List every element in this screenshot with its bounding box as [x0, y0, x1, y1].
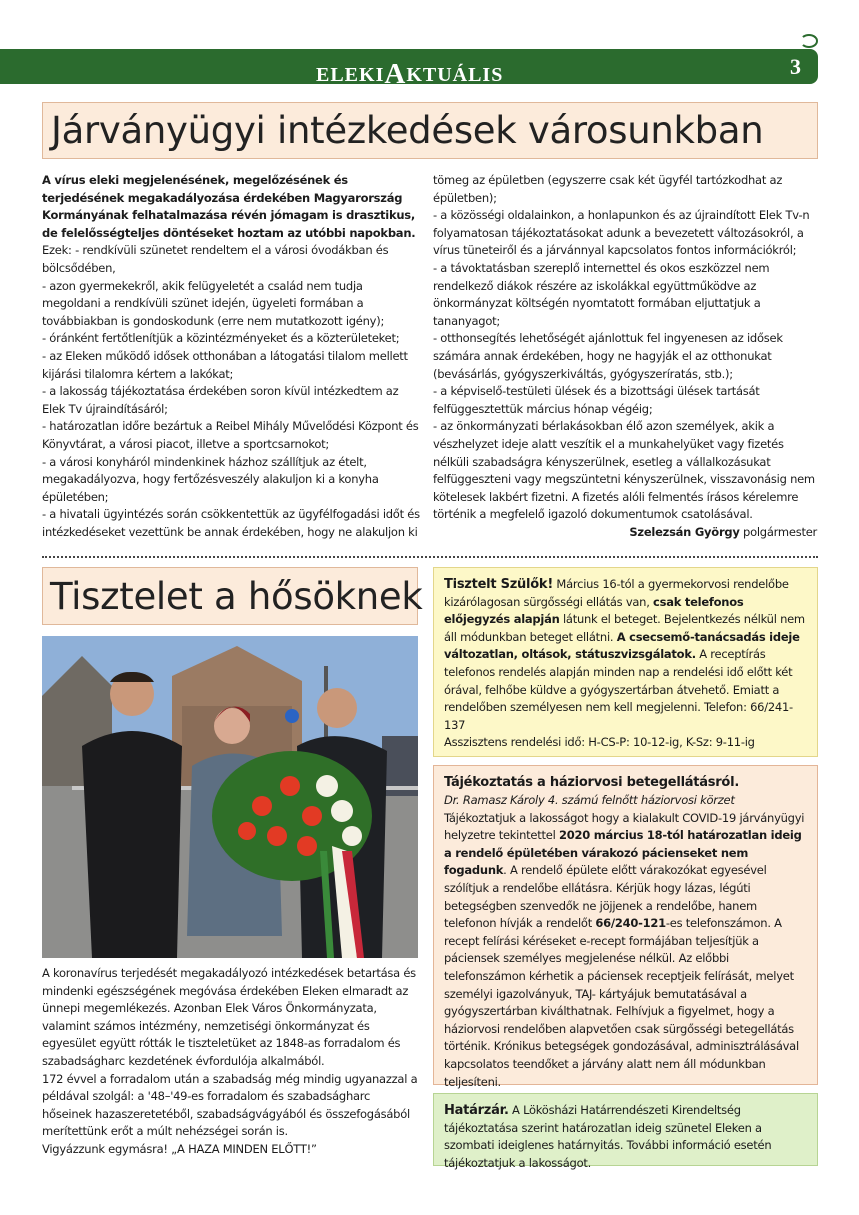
notice-box-parents: Tisztelt Szülők! Március 16-tól a gyermekorvosi rendelőbe kizárólagosan sürgősségi ellátás van, csak telefonos előjegyzés alapján látunk el beteget. Bejelentkezés nélkül nem áll módunkban beteget ellátni. A csecsemő-tanácsadás ideje változatlan, oltások, státuszvizsgálatok. A receptírás telefonos rendelés alapján minden nap a rendelési idő előtt két órával, felhőbe küldve a gyógyszertárban átvehető. Emiatt a rendelőben személyesen nem kell megjelenni. Telefon: 66/241-137 Asszisztens rendelési idő: H-CS-P: 10-12-ig, K-Sz: 9-11-ig	[433, 567, 818, 757]
article-column-left	[42, 172, 424, 541]
page-number: 3	[790, 54, 801, 79]
notice-heading: Határzár.	[444, 1103, 509, 1118]
article-paragraph: - határozatlan időre bezártuk a Reibel Mihály Művelődési Központ és Könyvtárat, a városi piacot, illetve a sportcsarnokot;	[42, 419, 419, 451]
article-paragraph: - otthonsegítés lehetőségét ajánlottuk fel ingyenesen az idősek számára annak érdekében, hogy ne hagyják el az otthonukat (bevásárlás, gyógyszerkiváltás, gyógyszeríratás, stb.);	[433, 331, 783, 381]
memorial-photo	[42, 636, 418, 958]
memorial-photo-illustration	[42, 636, 418, 958]
article-paragraph: Ezek: - rendkívüli szünetet rendeltem el a városi óvodákban és bölcsődében,	[42, 243, 389, 275]
notice-box-border: Határzár. A Lökösházi Határrendészeti Kirendeltség tájékoztatása szerint határozatlan ideig szünetel Eleken a szombati ideiglenes határnyitás. További információ esetén tájékoztatjuk a lakosságot.	[433, 1093, 818, 1166]
assistant-hours: Asszisztens rendelési idő: H-CS-P: 10-12-ig, K-Sz: 9-11-ig	[444, 735, 755, 750]
article-paragraph: A koronavírus terjedését megakadályozó intézkedések betartása és mindenki egészségének megóvása érdekében Eleken elmaradt az ünnepi megemlékezés. Azonban Elek Város Önkormányzata, valamint számos intézmény, nemzetiségi önkormányzat és egyesület együtt rótták le tiszteletüket az 1848-as forradalom és szabadságharc kezdetének évfordulója alkalmából.	[42, 966, 416, 1068]
signature-role: polgármester	[739, 524, 817, 539]
article-paragraph: - azon gyermekekről, akik felügyeletét a család nem tudja megoldani a rendkívüli szünet idején, ügyeleti formában a továbbiakban is gondoskodunk (erre nem mutatkozott igény);	[42, 278, 385, 328]
article-paragraph: - a képviselő-testületi ülések és a bizottsági ülések tartását felfüggesztettük március hónap végéig;	[433, 384, 760, 416]
article-paragraph: tömeg az épületben (egyszerre csak két ügyfél tartózkodhat az épületben);	[433, 173, 783, 205]
notice-heading: Tisztelt Szülők!	[444, 577, 554, 592]
swirl-ornament-icon	[800, 34, 818, 48]
article-paragraph: - a távoktatásban szereplő internettel és okos eszközzel nem rendelkező diákok részére az iskolákkal együttműködve az önkormányzat költségén nyomtatott formában eljuttatjuk a tananyagot;	[433, 260, 770, 328]
article-title: Járványügyi intézkedések városunkban	[51, 109, 764, 152]
article-paragraph: - a lakosság tájékoztatása érdekében soron kívül intézkedtem az Elek Tv újraindításáról;	[42, 384, 399, 416]
article2-body	[42, 965, 418, 1159]
masthead-title: ELEKIAKTUÁLIS	[316, 58, 504, 90]
signature	[433, 524, 817, 542]
article-title: Tisztelet a hősöknek	[50, 575, 423, 618]
section-divider	[42, 556, 818, 558]
signature-name: Szelezsán György	[629, 524, 740, 539]
notice-subheading: Dr. Ramasz Károly 4. számú felnőtt háziorvosi körzet	[444, 793, 735, 807]
notice-heading: Tájékoztatás a háziorvosi betegellátásról.	[444, 775, 740, 790]
article-paragraph: - a hivatali ügyintézés során csökkentettük az ügyfélfogadási időt és intézkedéseket vezettünk be annak érdekében, hogy ne alakuljon ki	[42, 507, 420, 539]
notice-box-doctor: Tájékoztatás a háziorvosi betegellátásról. Dr. Ramasz Károly 4. számú felnőtt háziorvosi körzet Tájékoztatjuk a lakosságot hogy a kialakult COVID-19 járványügyi helyzetre tekintettel 2020 március 18-tól határozatlan ideig a rendelő épületében várakozó pácienseket nem fogadunk. A rendelő épülete előtt várakozókat egyesével szólítjuk a rendelőbe ellátásra. Kérjük hogy lázas, légúti betegségben szenvedők ne jöjjenek a rendelőbe, hanem telefonon hívják a rendelőt 66/240-121-es telefonszámon. A recept felírási kéréseket e-recept formájában teljesítjük a páciensek személyes megjelenése nélkül. Az előbbi telefonszámon kérhetik a páciensek receptjeik felírását, melyet személyi igazolványuk, TAJ- kártyájuk bemutatásával a gyógyszertárban kiválthatnak. Felhívjuk a figyelmet, hogy a háziorvosi rendelőben alapvetően csak sürgősségi betegellátás történik. Krónikus betegségek gondozásával, adminisztrálásával kapcsolatos teendőket a járvány alatt nem áll módunkban teljesíteni.	[433, 765, 818, 1085]
article-paragraph: 172 évvel a forradalom után a szabadság még mindig ugyanazzal a példával szolgál: a '48–'49-es forradalom és szabadságharc hőseinek hazaszeretetéből, szabadságvágyából és összefogásából merítettünk erőt a múlt nehézségei során is.	[42, 1071, 418, 1139]
article-paragraph: - a közösségi oldalainkon, a honlapunkon és az újraindított Elek Tv-n folyamatosan tájékoztatásokat adunk a bevezetett változásokról, a vírus tüneteiről és a járvánnyal kapcsolatos fontos információkról;	[433, 208, 810, 258]
article-lead: A vírus eleki megjelenésének, megelőzésének és terjedésének megakadályozása érdekében Magyarország Kormányának felhatalmazása révén jómagam is drasztikus, de felelősségteljes döntéseket hoztam az utóbbi napokban.	[42, 173, 416, 240]
article-paragraph: - az Eleken működő idősek otthonában a látogatási tilalom mellett kijárási tilalomra kértem a lakókat;	[42, 348, 408, 381]
article-column-right	[433, 172, 817, 541]
article-paragraph: - óránként fertőtlenítjük a közintézményeket és a közterületeket;	[42, 331, 400, 346]
article-paragraph: - az önkormányzati bérlakásokban élő azon személyek, akik a vészhelyzet ideje alatt veszítik el a munkahelyüket vagy fizetés nélküli szabadságra kényszerülnek, esetleg a vállalkozásukat felfüggeszteni vagy megszüntetni kényszerülnek, visszavonásig nem kötelesek lakbért fizetni. A fizetés alóli felmentés írásos kérelemre történik a megfelelő igazoló dokumentumok csatolásával.	[433, 419, 815, 522]
article-paragraph: - a városi konyháról mindenkinek házhoz szállítjuk az ételt, megakadályozva, hogy fertőzésveszély alakuljon ki a konyha épületében;	[42, 454, 379, 504]
article-title-box	[42, 102, 818, 159]
article-title-box	[42, 567, 423, 625]
article-paragraph: Vigyázzunk egymásra! „A HAZA MINDEN ELŐTT!”	[42, 1141, 317, 1156]
